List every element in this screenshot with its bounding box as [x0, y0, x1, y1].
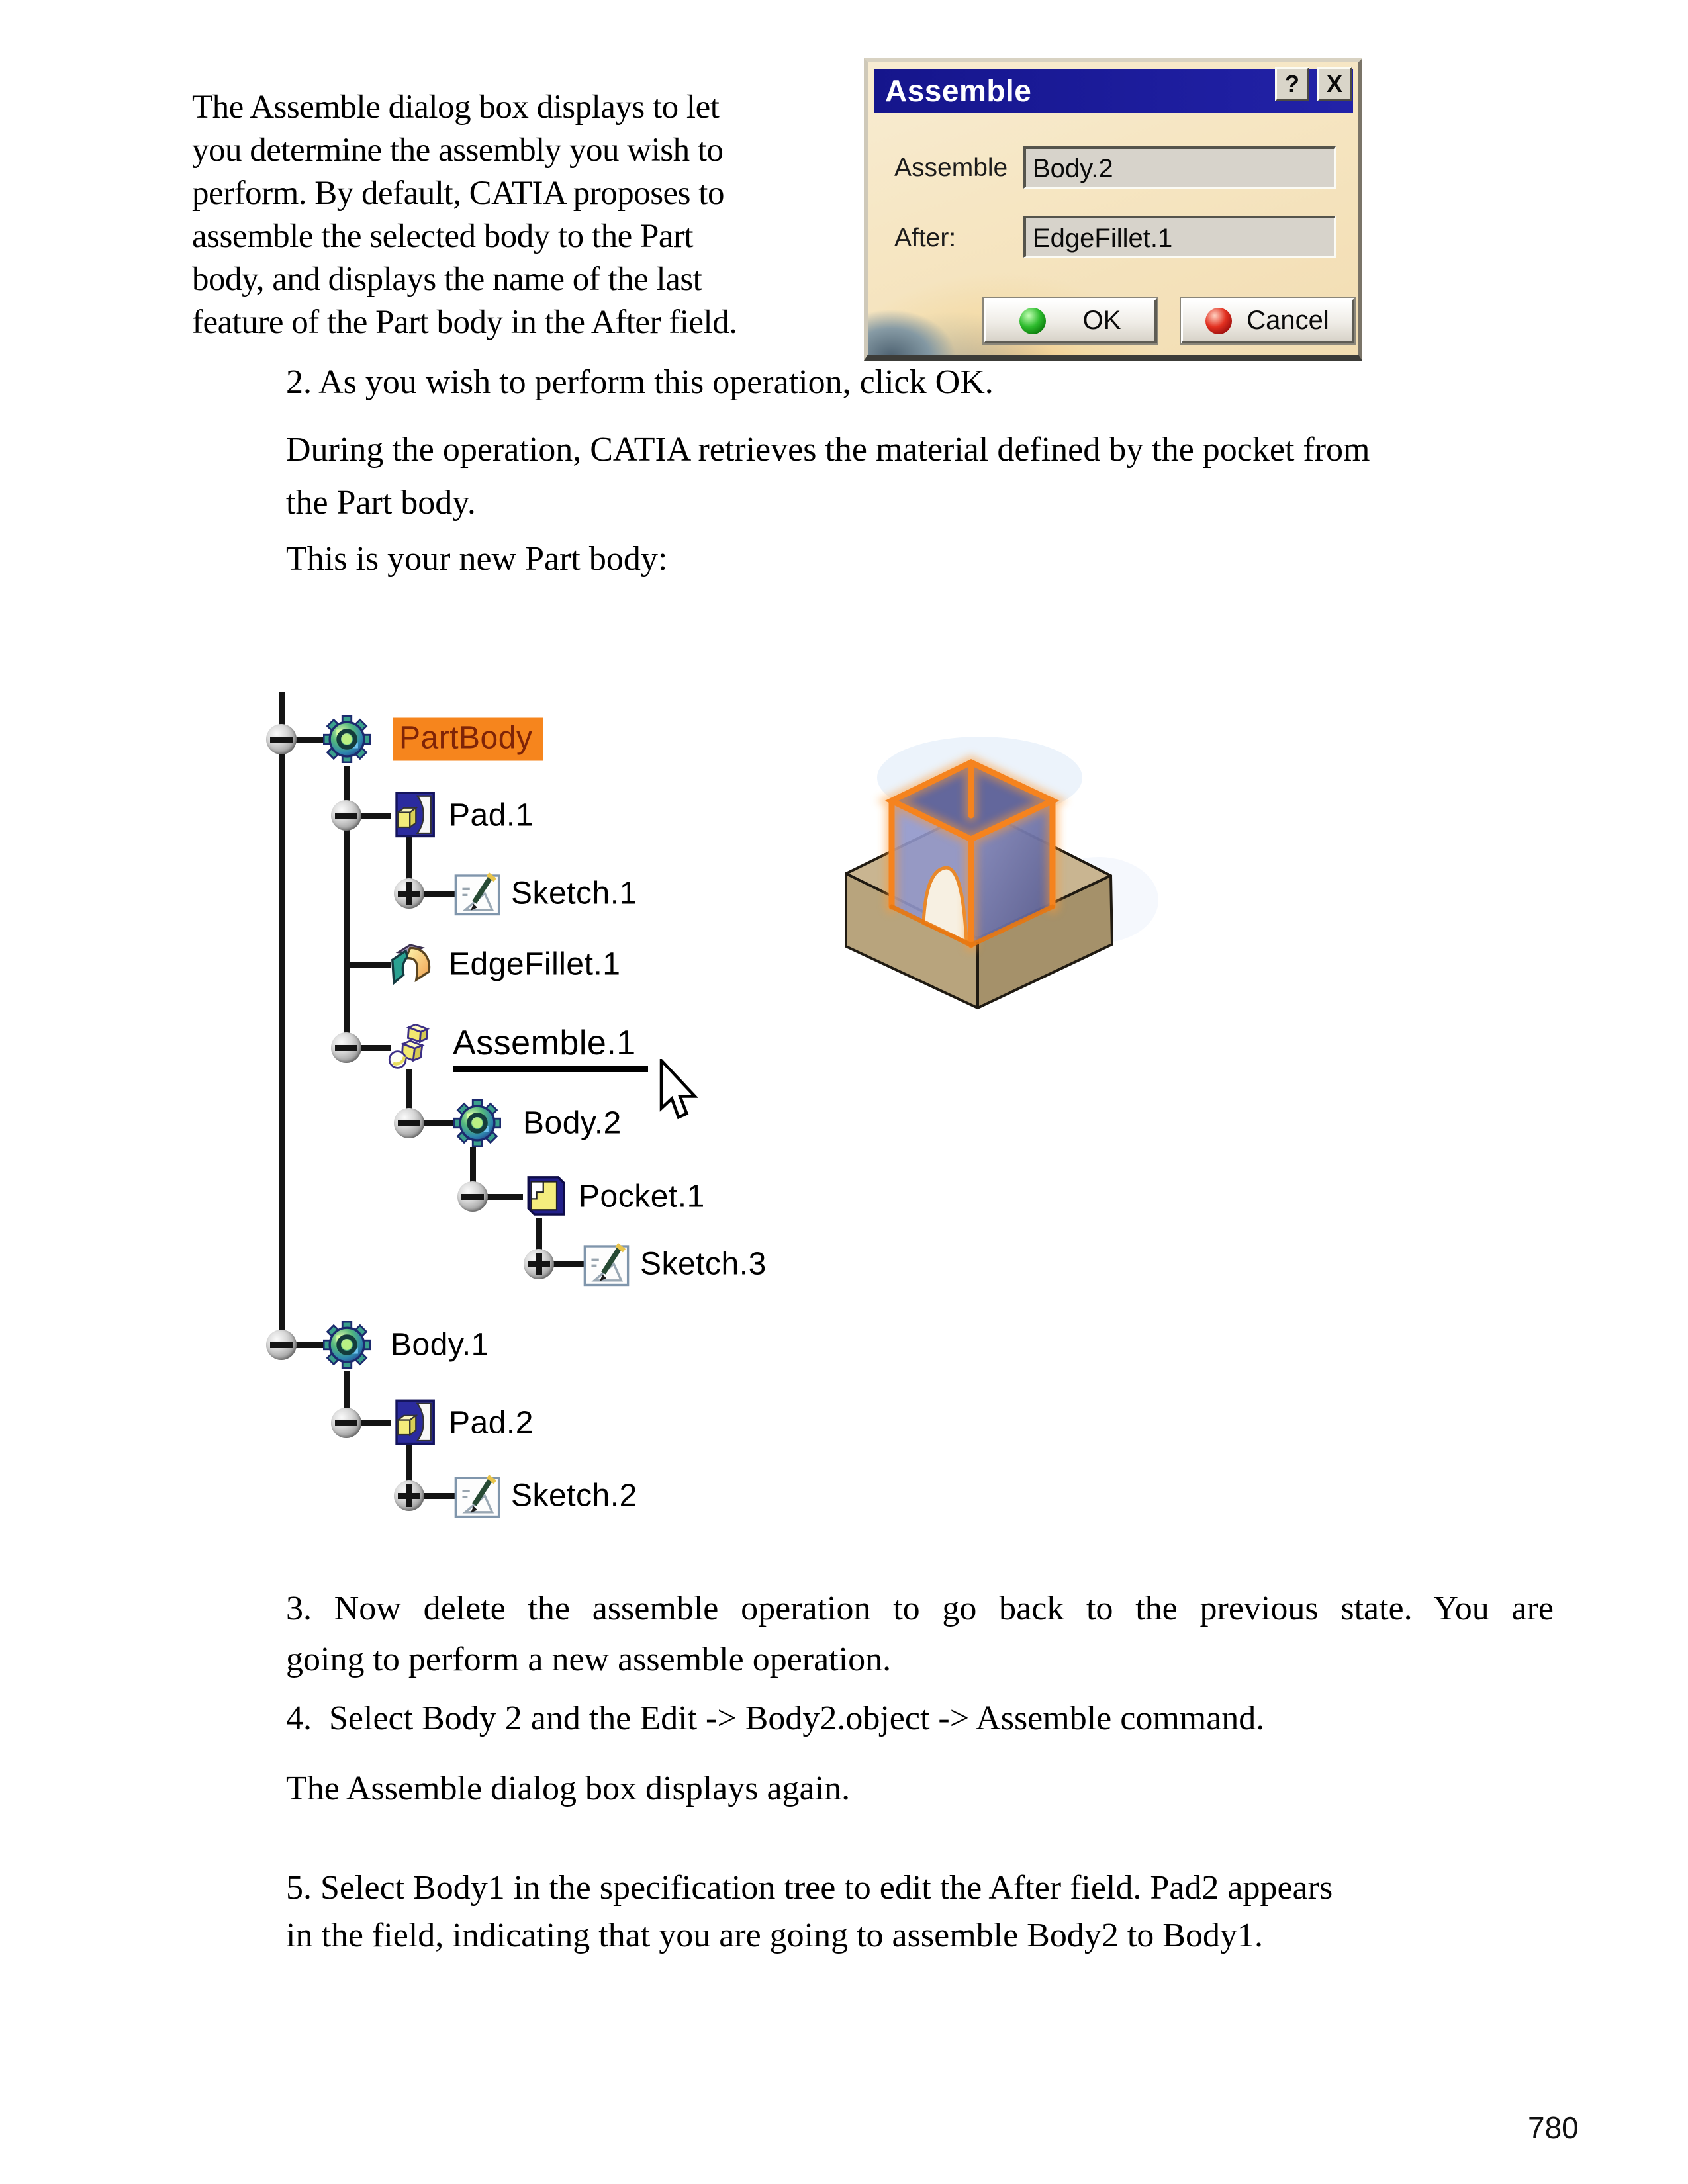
intro-line: assemble the selected body to the Part	[192, 218, 694, 255]
expand-handle-assemble1[interactable]	[331, 1032, 361, 1063]
step-5-text	[286, 1864, 1544, 1960]
sketch-icon[interactable]	[453, 870, 501, 917]
cancel-button-label: Cancel	[1246, 306, 1329, 335]
step-3-text	[286, 1583, 1554, 1685]
step-3-line: going to perform a new assemble operation.	[286, 1641, 892, 1678]
step-3-line: 3. Now delete the assemble operation to go back to the previous state. You are	[286, 1590, 1554, 1627]
body-gear-icon[interactable]	[323, 1321, 371, 1369]
expand-handle-pad2[interactable]	[331, 1408, 361, 1438]
body-gear-icon[interactable]	[453, 1099, 501, 1147]
pad-icon[interactable]	[391, 1399, 438, 1447]
intro-line: perform. By default, CATIA proposes to	[192, 175, 724, 212]
assemble-field[interactable]: Body.2	[1023, 146, 1336, 189]
tree-branch-line	[279, 692, 285, 1348]
pocket-icon[interactable]	[521, 1173, 569, 1220]
during-line: the Part body.	[286, 484, 476, 522]
help-button[interactable]: ?	[1275, 67, 1309, 101]
after-field-label: After:	[894, 224, 957, 252]
tree-node-sketch1[interactable]: Sketch.1	[511, 876, 637, 911]
new-part-body-text: This is your new Part body:	[286, 540, 668, 578]
assemble-field-label: Assemble	[894, 154, 1008, 182]
ok-button-label: OK	[1082, 306, 1121, 335]
tree-node-edgefillet1[interactable]: EdgeFillet.1	[449, 946, 621, 982]
assemble-icon[interactable]	[388, 1024, 436, 1071]
close-button[interactable]: X	[1317, 67, 1352, 101]
tree-node-body2[interactable]: Body.2	[523, 1105, 622, 1141]
page-number: 780	[1528, 2111, 1579, 2145]
step-2-text: 2. As you wish to perform this operation, click OK.	[286, 363, 994, 401]
highlighted-box	[892, 762, 1053, 945]
dialog-again-text: The Assemble dialog box displays again.	[286, 1770, 851, 1807]
tree-node-sketch2[interactable]: Sketch.2	[511, 1478, 637, 1514]
expand-handle-body1[interactable]	[266, 1330, 297, 1360]
step-5-line: in the field, indicating that you are going to assemble Body2 to Body1.	[286, 1917, 1263, 1954]
tree-node-pocket1[interactable]: Pocket.1	[579, 1179, 705, 1214]
body-gear-icon[interactable]	[323, 715, 371, 763]
tree-node-assemble1[interactable]: Assemble.1	[453, 1023, 648, 1072]
dialog-title: Assemble	[885, 73, 1032, 108]
expand-handle-sketch2[interactable]	[394, 1480, 424, 1511]
part-3d-view	[814, 702, 1364, 1046]
step-5-line: 5. Select Body1 in the specification tree to edit the After field. Pad2 appears	[286, 1869, 1333, 1907]
tree-node-partbody[interactable]: PartBody	[393, 718, 543, 761]
expand-handle-sketch1[interactable]	[394, 878, 424, 909]
pad-icon[interactable]	[391, 792, 438, 839]
intro-line: feature of the Part body in the After field.	[192, 304, 737, 341]
intro-line: body, and displays the name of the last	[192, 261, 702, 298]
expand-handle-body2[interactable]	[394, 1108, 424, 1138]
expand-handle-pad1[interactable]	[331, 800, 361, 831]
tree-node-pad1[interactable]: Pad.1	[449, 797, 534, 833]
intro-line: The Assemble dialog box displays to let	[192, 89, 720, 126]
step-4-text: 4. Select Body 2 and the Edit -> Body2.object -> Assemble command.	[286, 1700, 1265, 1737]
tree-branch-line	[346, 962, 391, 968]
tree-node-sketch3[interactable]: Sketch.3	[640, 1246, 767, 1282]
expand-handle-sketch3[interactable]	[524, 1249, 554, 1279]
expand-handle-pocket1[interactable]	[457, 1181, 488, 1212]
intro-line: you determine the assembly you wish to	[192, 132, 724, 169]
during-line: During the operation, CATIA retrieves the material defined by the pocket from	[286, 431, 1370, 469]
sketch-icon[interactable]	[453, 1472, 501, 1520]
tree-node-pad2[interactable]: Pad.2	[449, 1405, 534, 1441]
sketch-icon[interactable]	[583, 1240, 630, 1288]
fillet-icon[interactable]	[388, 940, 436, 988]
after-field[interactable]: EdgeFillet.1	[1023, 216, 1336, 258]
expand-handle-partbody[interactable]	[266, 724, 297, 754]
tree-node-body1[interactable]: Body.1	[391, 1327, 489, 1363]
mouse-cursor-icon	[659, 1059, 698, 1128]
